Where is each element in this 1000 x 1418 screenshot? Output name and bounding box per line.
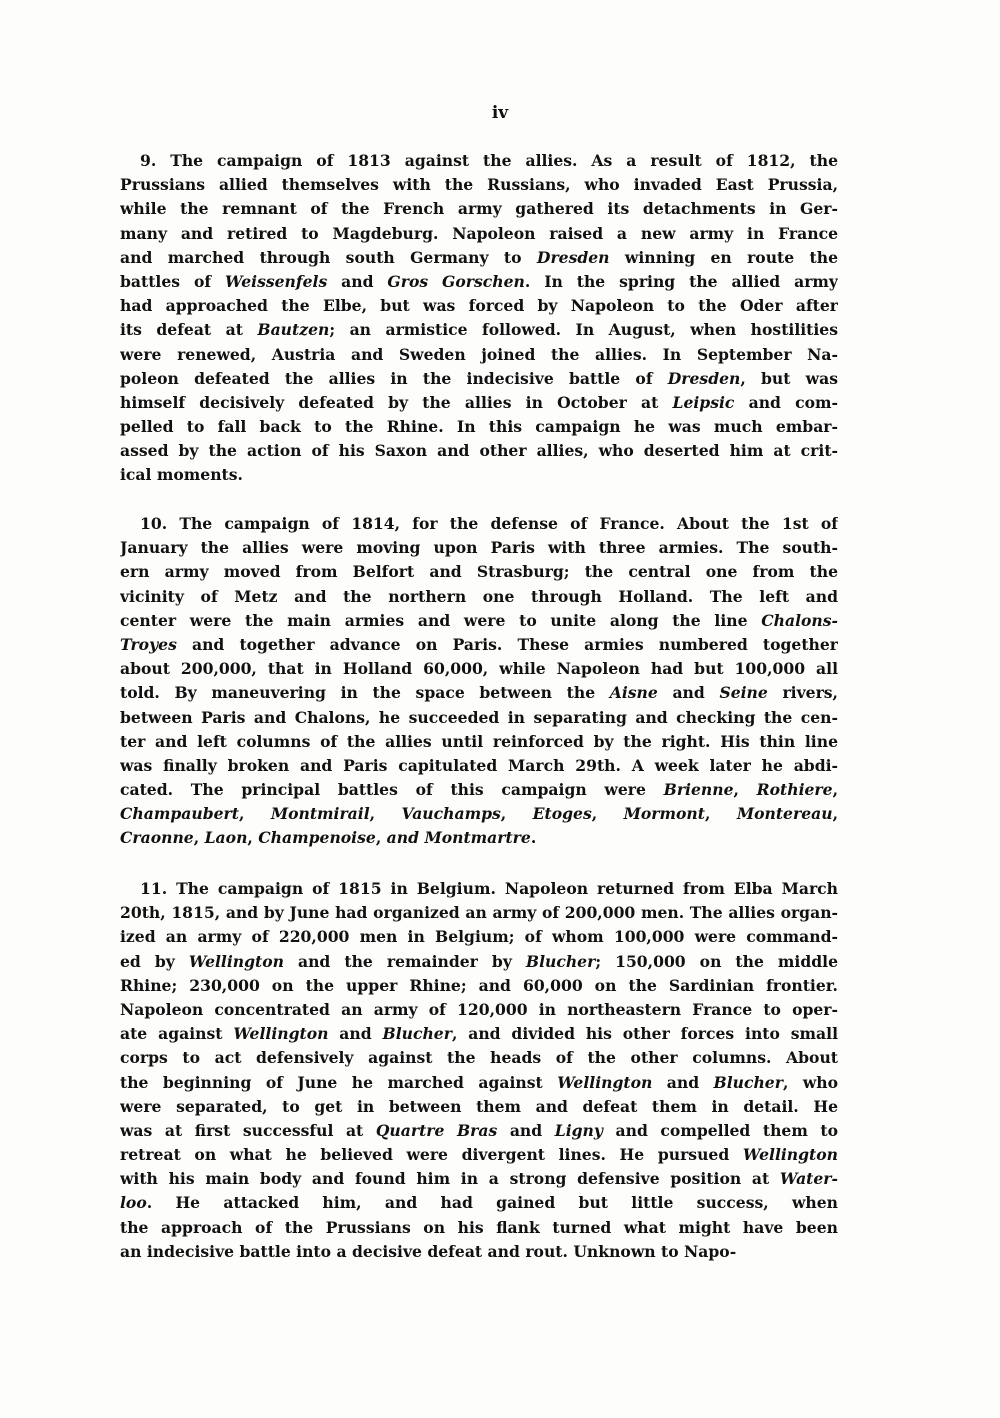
text-line: about 200,000, that in Holland 60,000, while Napoleon had but 100,000 all: [120, 659, 838, 679]
text-line: the beginning of June he marched against Wellington and Blucher, who: [120, 1072, 838, 1092]
italic-term: Seine: [719, 683, 768, 703]
text-line: 10. The campaign of 1814, for the defense of France. About the 1st of: [140, 514, 838, 533]
text-line: ed by Wellington and the remainder by Blucher; 150,000 on the middle: [120, 951, 838, 971]
italic-term: Etoges: [532, 804, 592, 824]
italic-term: Montmirail: [270, 804, 370, 824]
text-line: poleon defeated the allies in the indecisive battle of Dresden, but was: [120, 368, 838, 388]
text-line: assed by the action of his Saxon and other allies, who deserted him at crit-: [120, 441, 838, 461]
italic-term: Chalons-: [761, 610, 838, 630]
text-line: with his main body and found him in a strong defensive position at Water-: [120, 1169, 838, 1189]
italic-term: Ligny: [554, 1120, 603, 1140]
italic-term: Blucher: [525, 951, 596, 971]
text-line: Troyes and together advance on Paris. These armies numbered together: [120, 634, 838, 654]
text-line: the approach of the Prussians on his flank turned what might have been: [120, 1217, 838, 1237]
text-line: Craonne, Laon, Champenoise, and Montmartre.: [120, 828, 537, 848]
text-line: was finally broken and Paris capitulated March 29th. A week later he abdi-: [120, 755, 838, 775]
text-line: were separated, to get in between them and defeat them in detail. He: [120, 1096, 838, 1116]
italic-term: Blucher: [382, 1024, 452, 1044]
text-line: while the remnant of the French army gathered its detachments in Ger-: [120, 199, 838, 219]
text-line: 9. The campaign of 1813 against the allies. As a result of 1812, the: [140, 151, 838, 170]
text-line: ter and left columns of the allies until reinforced by the right. His thin line: [120, 731, 838, 751]
italic-term: Wellington: [742, 1145, 838, 1165]
italic-term: Montereau: [736, 804, 833, 824]
text-line: center were the main armies and were to unite along the line Chalons-: [120, 610, 838, 630]
paragraph-campaign-1814: [120, 512, 838, 851]
italic-term: Quartre Bras: [375, 1120, 498, 1140]
italic-term: Champaubert: [120, 804, 239, 824]
text-line: cated. The principal battles of this campaign were Brienne, Rothiere,: [120, 780, 838, 800]
italic-term: Rothiere: [756, 780, 833, 800]
italic-term: Dresden: [536, 247, 610, 267]
text-line: 11. The campaign of 1815 in Belgium. Napoleon returned from Elba March: [140, 879, 838, 898]
italic-term: Blucher: [713, 1072, 783, 1092]
italic-term: Weissenfels: [224, 271, 328, 291]
italic-term: Gros Gorschen: [387, 271, 525, 291]
text-line: ized an army of 220,000 men in Belgium; of whom 100,000 were command-: [120, 927, 838, 947]
paragraph-campaign-1813: [120, 149, 838, 488]
text-line: Prussians allied themselves with the Russians, who invaded East Prussia,: [120, 175, 838, 195]
text-line: were renewed, Austria and Sweden joined the allies. In September Na-: [120, 344, 838, 364]
text-line: Rhine; 230,000 on the upper Rhine; and 60,000 on the Sardinian frontier.: [120, 975, 838, 995]
italic-term: Wellington: [233, 1024, 329, 1044]
text-line: ical moments.: [120, 465, 243, 485]
text-line: between Paris and Chalons, he succeeded in separating and checking the cen-: [120, 707, 838, 727]
text-line: loo. He attacked him, and had gained but little success, when: [120, 1193, 838, 1213]
italic-term: Laon: [204, 828, 248, 848]
text-line: January the allies were moving upon Paris with three armies. The south-: [120, 538, 838, 558]
italic-term: Water-: [779, 1169, 838, 1189]
text-line: an indecisive battle into a decisive defeat and rout. Unknown to Napo-: [120, 1241, 737, 1261]
text-line: Champaubert, Montmirail, Vauchamps, Etoges, Mormont, Montereau,: [120, 804, 838, 824]
text-line: many and retired to Magdeburg. Napoleon raised a new army in France: [120, 223, 838, 243]
italic-term: Dresden: [667, 368, 741, 388]
paragraph-campaign-1815: [120, 877, 838, 1264]
italic-term: Mormont: [623, 804, 705, 824]
text-line: ern army moved from Belfort and Strasburg; the central one from the: [120, 562, 838, 582]
text-line: Napoleon concentrated an army of 120,000 in northeastern France to oper-: [120, 999, 838, 1019]
italic-term: Troyes: [120, 634, 177, 654]
italic-term: and Montmartre: [386, 828, 531, 848]
italic-term: Wellington: [188, 951, 284, 971]
italic-term: Champenoise: [258, 828, 376, 848]
text-line: corps to act defensively against the heads of the other columns. About: [120, 1048, 838, 1068]
italic-term: Leipsic: [672, 392, 735, 412]
italic-term: Brienne: [663, 780, 734, 800]
text-line: pelled to fall back to the Rhine. In this campaign he was much embar-: [120, 417, 838, 437]
text-line: ate against Wellington and Blucher, and divided his other forces into small: [120, 1024, 838, 1044]
italic-term: Craonne: [120, 828, 194, 848]
text-line: had approached the Elbe, but was forced by Napoleon to the Oder after: [120, 296, 838, 316]
text-line: and marched through south Germany to Dresden winning en route the: [120, 247, 838, 267]
text-line: was at first successful at Quartre Bras and Ligny and compelled them to: [120, 1120, 838, 1140]
text-line: vicinity of Metz and the northern one through Holland. The left and: [120, 586, 838, 606]
italic-term: loo: [120, 1193, 147, 1213]
italic-term: Aisne: [609, 683, 658, 703]
text-line: told. By maneuvering in the space between the Aisne and Seine rivers,: [120, 683, 838, 703]
italic-term: Vauchamps: [401, 804, 501, 824]
text-line: its defeat at Bautzen; an armistice followed. In August, when hostilities: [120, 320, 838, 340]
italic-term: Bautzen: [257, 320, 330, 340]
page-number: iv: [491, 103, 509, 123]
text-line: himself decisively defeated by the allies in October at Leipsic and com-: [120, 392, 838, 412]
text-line: retreat on what he believed were divergent lines. He pursued Wellington: [120, 1145, 838, 1165]
italic-term: Wellington: [557, 1072, 653, 1092]
text-line: 20th, 1815, and by June had organized an army of 200,000 men. The allies organ-: [120, 903, 838, 923]
text-line: battles of Weissenfels and Gros Gorschen. In the spring the allied army: [120, 271, 838, 291]
